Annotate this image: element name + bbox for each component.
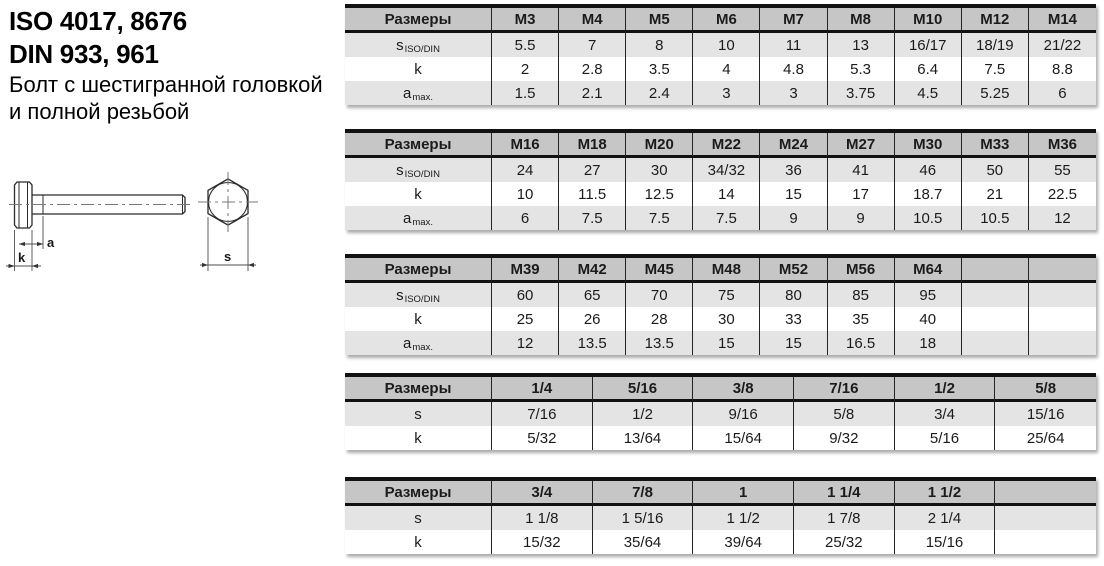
size-column-header: 7/16	[794, 377, 895, 402]
size-column-header: 1/4	[492, 377, 593, 402]
value-cell: 15	[693, 331, 760, 355]
value-cell: 7.5	[559, 206, 626, 230]
row-label: k	[345, 182, 492, 206]
value-cell: 6	[1029, 81, 1096, 105]
empty-column-header	[995, 481, 1096, 506]
size-column-header: 5/8	[995, 377, 1096, 402]
size-column-header: 1 1/2	[895, 481, 996, 506]
value-cell: 17	[828, 182, 895, 206]
value-cell: 50	[962, 158, 1029, 182]
row-label: s	[345, 506, 492, 530]
empty-column-header	[1029, 258, 1096, 283]
size-column-header: 1 1/4	[794, 481, 895, 506]
value-cell: 13/64	[593, 426, 694, 450]
value-cell: 33	[760, 307, 827, 331]
value-cell: 7.5	[626, 206, 693, 230]
value-cell: 11	[760, 33, 827, 57]
size-column-header: M33	[962, 133, 1029, 158]
size-column-header: M45	[626, 258, 693, 283]
value-cell: 5.3	[828, 57, 895, 81]
value-cell: 5.5	[492, 33, 559, 57]
value-cell: 9	[760, 206, 827, 230]
table-header-label: Размеры	[345, 133, 492, 158]
value-cell: 70	[626, 283, 693, 307]
value-cell: 1.5	[492, 81, 559, 105]
value-cell: 39/64	[693, 530, 794, 554]
size-column-header: 1/2	[895, 377, 996, 402]
value-cell: 8.8	[1052, 60, 1073, 78]
table-header-label: Размеры	[345, 8, 492, 33]
empty-cell	[1029, 331, 1096, 355]
size-column-header: M4	[559, 8, 626, 33]
size-column-header: 3/4	[492, 481, 593, 506]
value-cell: 15	[760, 331, 827, 355]
row-label-subscript: ISO/DIN	[404, 293, 440, 305]
value-cell: 2.8	[559, 57, 626, 81]
dimension-lines	[6, 216, 256, 271]
value-cell: 25/32	[794, 530, 895, 554]
value-cell: 35	[828, 307, 895, 331]
value-cell: 10.5	[962, 206, 1029, 230]
value-cell: 13	[828, 33, 895, 57]
value-cell: 5/16	[895, 426, 996, 450]
dimension-arrows	[9, 242, 255, 268]
row-label-subscript: max.	[412, 91, 433, 103]
row-label: a max.	[345, 206, 492, 230]
value-cell: 12	[492, 331, 559, 355]
value-cell: 21	[962, 182, 1029, 206]
value-cell: 15/16	[995, 402, 1096, 426]
size-column-header: M7	[760, 8, 827, 33]
empty-cell	[995, 506, 1096, 530]
bolt-technical-drawing	[5, 165, 275, 315]
size-column-header: M6	[693, 8, 760, 33]
value-cell: 85	[828, 283, 895, 307]
table-header-label: Размеры	[345, 377, 492, 402]
value-cell: 9/16	[693, 402, 794, 426]
value-cell: 40	[895, 307, 962, 331]
value-cell: 36	[760, 158, 827, 182]
value-cell: 10	[693, 33, 760, 57]
value-cell: 9	[828, 206, 895, 230]
empty-cell	[995, 530, 1096, 554]
value-cell: 1 1/2	[693, 506, 794, 530]
row-label: s ISO/DIN	[345, 33, 492, 57]
description-line-1: Болт с шестигранной головкой	[9, 72, 323, 97]
value-cell: 2 1/4	[895, 506, 996, 530]
value-cell: 18	[895, 331, 962, 355]
value-cell: 13.5	[559, 331, 626, 355]
value-cell: 15/16	[895, 530, 996, 554]
value-cell: 8	[626, 33, 693, 57]
row-label-subscript: max.	[412, 341, 433, 353]
empty-cell	[962, 331, 1029, 355]
size-column-header: M39	[492, 258, 559, 283]
size-column-header: 5/16	[593, 377, 694, 402]
value-cell: 10.5	[895, 206, 962, 230]
value-cell: 41	[828, 158, 895, 182]
size-column-header: M42	[559, 258, 626, 283]
metric-table-m16-m36	[345, 129, 1096, 230]
value-cell: 30	[626, 158, 693, 182]
size-column-header: M48	[693, 258, 760, 283]
value-cell: 3.5	[626, 57, 693, 81]
row-label-subscript: ISO/DIN	[404, 43, 440, 55]
empty-cell	[962, 307, 1029, 331]
value-cell: 15	[760, 182, 827, 206]
metric-table-m3-m14	[345, 4, 1096, 105]
inch-table-3-4-to-1-1-2	[345, 477, 1096, 554]
value-cell: 5/8	[794, 402, 895, 426]
row-label: a max.	[345, 81, 492, 105]
value-cell: 55	[1029, 158, 1096, 182]
value-cell: 7.5	[693, 206, 760, 230]
value-cell: 5/32	[492, 426, 593, 450]
value-cell: 3.75	[828, 81, 895, 105]
value-cell: 12	[1029, 206, 1096, 230]
row-label: k	[345, 426, 492, 450]
row-label-subscript: max.	[412, 216, 433, 228]
dim-label-s: s	[224, 249, 232, 264]
value-cell: 95	[895, 283, 962, 307]
value-cell: 11.5	[559, 182, 626, 206]
size-column-header: 7/8	[593, 481, 694, 506]
size-column-header: M5	[626, 8, 693, 33]
empty-cell	[962, 283, 1029, 307]
size-column-header: M10	[895, 8, 962, 33]
value-cell: 46	[895, 158, 962, 182]
value-cell: 26	[559, 307, 626, 331]
row-label: k	[345, 307, 492, 331]
row-label: s ISO/DIN	[345, 283, 492, 307]
value-cell: 15/64	[693, 426, 794, 450]
size-column-header: M52	[760, 258, 827, 283]
row-label: s ISO/DIN	[345, 158, 492, 182]
value-cell: 5.25	[962, 81, 1029, 105]
value-cell: 21/22	[1029, 33, 1096, 57]
metric-table-m39-m64	[345, 254, 1096, 355]
value-cell: 28	[626, 307, 693, 331]
size-column-header: M22	[693, 133, 760, 158]
size-column-header: M30	[895, 133, 962, 158]
value-cell: 27	[559, 158, 626, 182]
dim-label-k: k	[18, 250, 26, 265]
value-cell: 6	[492, 206, 559, 230]
size-column-header: M64	[895, 258, 962, 283]
dimension-labels	[18, 235, 231, 265]
size-column-header: M56	[828, 258, 895, 283]
row-label: k	[345, 57, 492, 81]
value-cell: 2.4	[626, 81, 693, 105]
value-cell: 80	[760, 283, 827, 307]
value-cell: 2	[492, 57, 559, 81]
value-cell: 6.4	[895, 57, 962, 81]
table-header-label: Размеры	[345, 481, 492, 506]
value-cell: 4.5	[895, 81, 962, 105]
table-header-label: Размеры	[345, 258, 492, 283]
value-cell: 22.5	[1047, 185, 1078, 203]
value-cell: 14	[693, 182, 760, 206]
value-cell: 30	[693, 307, 760, 331]
size-column-header: M20	[626, 133, 693, 158]
title-block	[9, 5, 323, 125]
value-cell: 9/32	[794, 426, 895, 450]
value-cell: 65	[559, 283, 626, 307]
value-cell: 7.5	[962, 57, 1029, 81]
value-cell: 7	[559, 33, 626, 57]
value-cell: 1 5/16	[593, 506, 694, 530]
value-cell: 10	[492, 182, 559, 206]
row-label: a max.	[345, 331, 492, 355]
empty-cell	[1029, 283, 1096, 307]
value-cell: 16/17	[895, 33, 962, 57]
size-column-header: M14	[1029, 8, 1096, 33]
value-cell: 18/19	[962, 33, 1029, 57]
empty-column-header	[962, 258, 1029, 283]
size-column-header: M16	[492, 133, 559, 158]
value-cell: 24	[492, 158, 559, 182]
value-cell: 3	[693, 81, 760, 105]
value-cell: 15/32	[492, 530, 593, 554]
size-column-header: M18	[559, 133, 626, 158]
size-column-header: M24	[760, 133, 827, 158]
value-cell: 3	[760, 81, 827, 105]
value-cell: 75	[693, 283, 760, 307]
value-cell: 1 1/8	[492, 506, 593, 530]
value-cell: 2.1	[559, 81, 626, 105]
size-column-header: M8	[828, 8, 895, 33]
centerlines	[9, 172, 258, 232]
value-cell: 4.8	[760, 57, 827, 81]
row-label-subscript: ISO/DIN	[404, 168, 440, 180]
value-cell: 1 7/8	[794, 506, 895, 530]
value-cell: 4	[693, 57, 760, 81]
value-cell: 34/32	[693, 158, 760, 182]
value-cell: 12.5	[626, 182, 693, 206]
standard-iso: ISO 4017, 8676	[9, 6, 187, 36]
row-label: s	[345, 402, 492, 426]
value-cell: 35/64	[593, 530, 694, 554]
size-column-header: 1	[693, 481, 794, 506]
value-cell: 3/4	[895, 402, 996, 426]
value-cell: 7/16	[492, 402, 593, 426]
description-line-2: и полной резьбой	[9, 99, 190, 124]
size-column-header: M27	[828, 133, 895, 158]
size-column-header: M12	[962, 8, 1029, 33]
size-column-header: M3	[492, 8, 559, 33]
size-column-header: 3/8	[693, 377, 794, 402]
value-cell: 13.5	[626, 331, 693, 355]
size-column-header: M36	[1029, 133, 1096, 158]
row-label: k	[345, 530, 492, 554]
value-cell: 16.5	[828, 331, 895, 355]
value-cell: 18.7	[895, 182, 962, 206]
standard-din: DIN 933, 961	[9, 39, 159, 69]
value-cell: 1/2	[593, 402, 694, 426]
empty-cell	[1029, 307, 1096, 331]
value-cell: 60	[492, 283, 559, 307]
inch-table-1-4-to-5-8	[345, 373, 1096, 450]
bolt-outlines	[15, 179, 249, 228]
value-cell: 25	[492, 307, 559, 331]
dim-label-a: a	[47, 235, 55, 250]
value-cell: 25/64	[1026, 429, 1065, 447]
